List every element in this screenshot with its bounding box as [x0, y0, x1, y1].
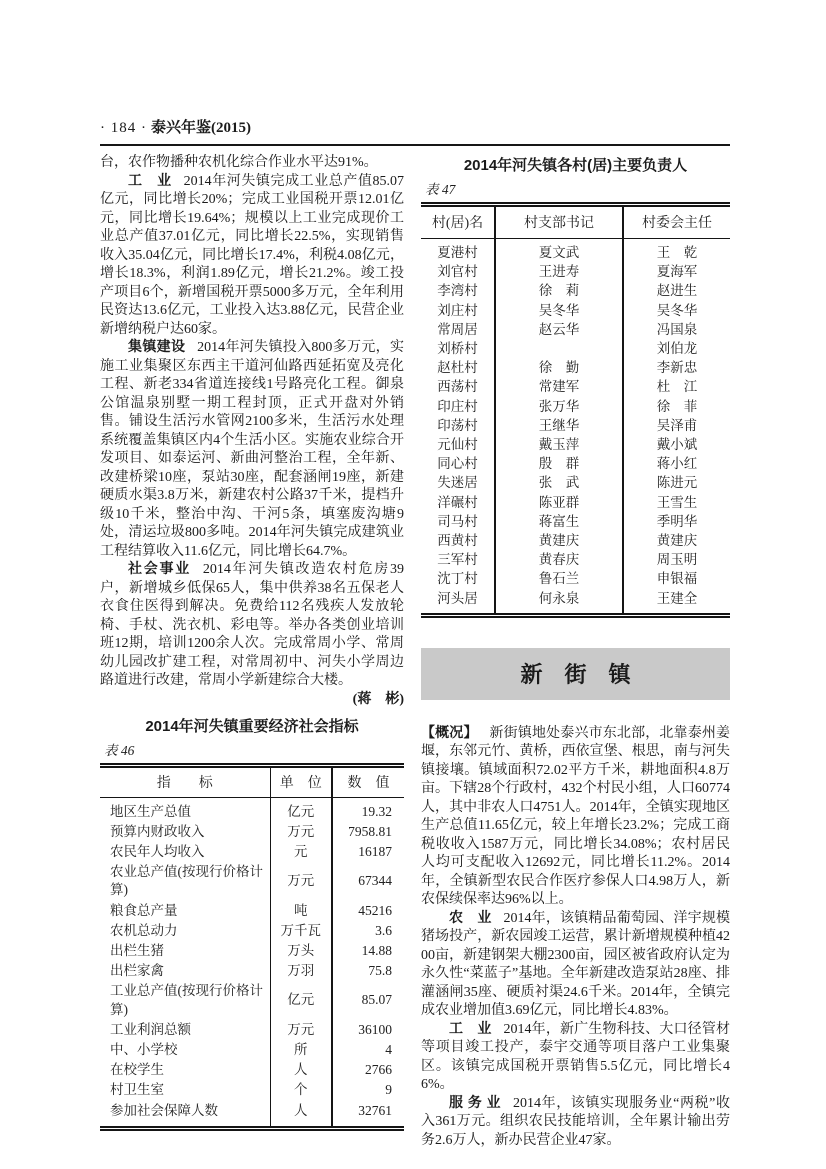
table-cell: 地区生产总值	[100, 797, 270, 822]
table-header-row	[421, 205, 730, 239]
table-cell: 西黄村	[421, 531, 495, 550]
column-header-unit: 单 位	[270, 765, 332, 797]
table-row	[100, 941, 404, 961]
author-credit: (蒋 彬)	[352, 691, 404, 707]
table-row	[100, 862, 404, 900]
header-rule	[100, 144, 730, 146]
table-row	[421, 589, 730, 616]
table-row	[100, 961, 404, 981]
table-cell: 黄建庆	[495, 531, 623, 550]
economic-indicators-section	[100, 715, 404, 1131]
column-header-party-secretary: 村支部书记	[495, 205, 623, 239]
paragraph-agriculture	[421, 910, 730, 1021]
paragraph-industry	[100, 173, 404, 340]
table-title: 2014年河失镇各村(居)主要负责人	[463, 157, 688, 174]
table-cell: 赵云华	[495, 320, 623, 339]
table-row	[421, 301, 730, 320]
table-cell: 吨	[270, 901, 332, 921]
table-cell: 张 武	[495, 473, 623, 492]
table-cell: 元仙村	[421, 435, 495, 454]
table-cell: 36100	[358, 1021, 392, 1037]
table-cell: 4	[385, 1041, 392, 1057]
table-row	[421, 339, 730, 358]
table-cell: 戴小斌	[656, 437, 698, 453]
table-cell: 黄建庆	[656, 533, 698, 549]
table-cell: 32761	[358, 1102, 392, 1118]
table-cell: 常周居	[421, 320, 495, 339]
table-row	[100, 1060, 404, 1080]
table-cell: 14.88	[361, 942, 392, 958]
table-cell: 徐 勤	[495, 358, 623, 377]
table-row	[421, 281, 730, 300]
table-cell: 王继华	[495, 416, 623, 435]
paragraph-text: 2014年河失镇投入800多万元，实施工业集聚区东西主干道河仙路西延拓宽及亮化工程、新老334省道连接线1号路亮化工程。御泉公馆温泉别墅一期工程封顶，正式开盘对外销售。铺设生活污水管网2100多米，生活污水处理系统覆盖集镇区内4个生活小区。实施农业综合开发项目、如泰运河、新曲河整治工程，全年新、改建桥梁10座，泵站30座，配套涵闸19座，新建硬质水渠3.8万米，新建农村公路37千米，提档升级10千米，整治中沟、干河5条，填塞废沟塘9处，清运垃圾800多吨。2014年河失镇完成建筑业工程结算收入11.6亿元，同比增长64.7%。	[100, 340, 405, 559]
table-row	[421, 262, 730, 281]
table-cell: 出栏生猪	[100, 941, 270, 961]
table-cell: 李新忠	[656, 360, 698, 376]
table-cell: 19.32	[361, 803, 392, 819]
paragraph-text: 2014年河失镇完成工业总产值85.07亿元，同比增长20%；完成工业国税开票12.01亿元，同比增长19.64%；规模以上工业完成现价工业总产值37.01亿元，同比增长22.5%，实现销售收入35.04亿元，同比增长17.4%，利税4.08亿元，增长18.3%，利润1.89亿元，增长21.2%。竣工投产项目6个，新增国税开票5000多万元，全年利用民资达13.6亿元，工业投入达3.88亿元，民营企业新增纳税户达60家。	[100, 173, 405, 337]
table-cell: 鲁石兰	[495, 569, 623, 588]
table-cell: 3.6	[375, 922, 392, 938]
table-cell: 农机总动力	[100, 921, 270, 941]
table-cell: 殷 群	[495, 454, 623, 473]
table-row	[100, 797, 404, 822]
table-cell: 王 乾	[656, 245, 698, 260]
table-cell: 万元	[270, 862, 332, 900]
paragraph-text: 2014年，新广生物科技、大口径管材等项目竣工投产，泰宇交通等项目落户工业集聚区。该镇完成国税开票销售5.5亿元，同比增长46%。	[421, 1021, 731, 1093]
table-cell: 吴泽甫	[656, 417, 698, 433]
table-cell: 万元	[270, 822, 332, 842]
paragraph-lead: 农 业	[449, 910, 492, 926]
table-cell: 陈亚群	[495, 493, 623, 512]
table-row	[100, 822, 404, 842]
table-cell: 67344	[358, 873, 392, 889]
table-cell: 农业总产值(按现行价格计算)	[100, 862, 270, 900]
left-column	[100, 154, 404, 1150]
table-row	[421, 416, 730, 435]
table-cell: 村卫生室	[100, 1080, 270, 1100]
page-number: · 184 ·	[100, 120, 147, 136]
table-row	[421, 397, 730, 416]
column-header-village: 村(居)名	[421, 205, 495, 239]
table-cell: 王进寿	[495, 262, 623, 281]
table-cell: 司马村	[421, 512, 495, 531]
table-cell: 蒋小红	[656, 456, 698, 472]
table-cell: 徐 莉	[495, 281, 623, 300]
paragraph-text: 新街镇地处泰兴市东北部，北靠泰州姜堰，东邻元竹、黄桥，西依宣堡、根思，南与河失镇接壤。镇域面积72.02平方千米，耕地面积4.8万亩。下辖28个行政村，432个村民小组，人口60774人，其中非农人口4751人。2014年，全镇实现地区生产总值11.65亿元，较上年增长23.2%；完成工商税收收入1587万元，同比增长34.08%；农村居民人均可支配收入12692元，同比增长11.2%。2014年，全镇新型农民合作医疗参保人口4.98万人，新农保续保率达96%以上。	[421, 725, 731, 908]
table-cell: 刘伯龙	[656, 341, 698, 357]
table-cell: 失迷居	[421, 473, 495, 492]
table-cell: 中、小学校	[100, 1040, 270, 1060]
paragraph-service-industry	[421, 1095, 730, 1151]
column-header-committee-director: 村委会主任	[623, 205, 730, 239]
paragraph-text: 2014年，该镇精品葡萄园、洋宇规模猪场投产，新农园竣工运营，累计新增规模种植4200亩，新建钢架大棚2300亩，园区被省政府认定为永久性“菜蓝子”基地。全年新建改造泵站28座、排灌涵闸35座、硬质衬渠24.6千米。2014年，全镇完成农业增加值3.69亿元，同比增长4.83%。	[421, 910, 731, 1019]
table-cell: 出栏家禽	[100, 961, 270, 981]
table-cell: 刘桥村	[421, 339, 495, 358]
table-cell: 工业利润总额	[100, 1020, 270, 1040]
table-cell: 三军村	[421, 550, 495, 569]
table-row	[421, 512, 730, 531]
table-cell: 河头居	[421, 589, 495, 616]
paragraph-text: 2014年河失镇改造农村危房39户，新增城乡低保65人，集中供养38名五保老人衣食住医得到解决。免费给112名残疾人发放轮椅、手杖、洗衣机、彩电等。举办各类创业培训班12期，培训1200余人次。完成常周小学、常周幼儿园改扩建工程，对常周初中、河失小学周边路道进行改建，常周小学新建综合大楼。	[100, 562, 405, 688]
table-row	[421, 239, 730, 263]
paragraph-lead: 工 业	[449, 1021, 492, 1037]
table-caption: 表 46	[104, 742, 135, 758]
table-row	[100, 901, 404, 921]
table-cell: 印庄村	[421, 397, 495, 416]
table-cell: 预算内财政收入	[100, 822, 270, 842]
table-cell: 冯国泉	[656, 321, 698, 337]
table-cell: 工业总产值(按现行价格计算)	[100, 981, 270, 1019]
table-cell: 徐 菲	[656, 398, 698, 414]
table-row	[100, 981, 404, 1019]
table-cell: 申银福	[656, 571, 698, 587]
paragraph-social-programs	[100, 561, 405, 707]
table-cell: 夏海军	[656, 264, 698, 280]
table-cell: 洋碾村	[421, 493, 495, 512]
table-cell: 亿元	[270, 981, 332, 1019]
paragraph-lead: 【概况】	[421, 725, 478, 741]
table-row	[100, 1080, 404, 1100]
table-header-row	[100, 765, 404, 797]
table-cell: 16187	[358, 843, 392, 859]
table-cell: 农民年人均收入	[100, 842, 270, 862]
table-cell: 85.07	[361, 992, 392, 1008]
table-cell: 王雪生	[656, 494, 698, 510]
table-cell: 夏文武	[495, 239, 623, 263]
paragraph-lead: 工 业	[128, 173, 172, 189]
column-header-value: 数 值	[332, 765, 404, 797]
table-row	[421, 569, 730, 588]
table-cell: 45216	[358, 902, 392, 918]
paragraph-industry	[421, 1021, 730, 1095]
page-header	[100, 116, 730, 137]
right-column	[421, 154, 730, 1150]
table-row	[421, 473, 730, 492]
economic-indicators-table	[100, 763, 404, 1131]
table-cell: 夏港村	[421, 239, 495, 263]
table-cell: 张万华	[495, 397, 623, 416]
table-row	[421, 550, 730, 569]
table-cell	[495, 339, 623, 358]
table-cell: 何永泉	[495, 589, 623, 616]
table-cell: 戴玉萍	[495, 435, 623, 454]
table-cell: 7958.81	[348, 823, 392, 839]
table-cell: 万千瓦	[270, 921, 332, 941]
table-cell: 人	[270, 1101, 332, 1129]
table-cell: 沈丁村	[421, 569, 495, 588]
table-cell: 在校学生	[100, 1060, 270, 1080]
table-cell: 赵杜村	[421, 358, 495, 377]
table-cell: 陈进元	[656, 475, 698, 491]
table-title: 2014年河失镇重要经济社会指标	[145, 717, 359, 735]
table-cell: 王建全	[656, 590, 698, 606]
table-cell: 2766	[365, 1062, 392, 1078]
table-row	[421, 377, 730, 396]
table-row	[100, 1101, 404, 1129]
table-cell: 西荡村	[421, 377, 495, 396]
table-cell: 杜 江	[656, 379, 698, 395]
table-row	[100, 1020, 404, 1040]
table-cell: 周玉明	[656, 552, 698, 568]
table-cell: 75.8	[368, 963, 392, 979]
paragraph-lead: 集镇建设	[128, 340, 186, 355]
table-cell: 万头	[270, 941, 332, 961]
paragraph-tail: 台，农作物播种农机化综合作业水平达91%。	[100, 155, 378, 170]
book-title: 泰兴年鉴(2015)	[151, 120, 251, 136]
table-cell: 所	[270, 1040, 332, 1060]
page-content	[100, 116, 730, 1150]
village-leaders-table	[421, 202, 730, 618]
paragraph-text: 2014年，该镇实现服务业“两税”收入361万元。组织农民技能培训，全年累计输出劳务2.6万人，新办民营企业47家。	[421, 1095, 730, 1148]
table-row	[421, 435, 730, 454]
table-cell: 万元	[270, 1020, 332, 1040]
paragraph-lead: 服 务 业	[449, 1095, 502, 1111]
table-cell: 黄春庆	[495, 550, 623, 569]
table-cell: 粮食总产量	[100, 901, 270, 921]
table-cell: 吴冬华	[656, 302, 698, 318]
table-cell: 蒋富生	[495, 512, 623, 531]
table-cell: 赵进生	[656, 283, 698, 299]
table-cell: 人	[270, 1060, 332, 1080]
table-cell: 李湾村	[421, 281, 495, 300]
table-row	[100, 1040, 404, 1060]
two-column-layout	[100, 154, 730, 1150]
table-cell: 9	[385, 1082, 392, 1098]
paragraph-lead: 社会事业	[128, 562, 191, 577]
table-row	[421, 320, 730, 339]
table-row	[421, 454, 730, 473]
table-cell: 刘庄村	[421, 301, 495, 320]
table-row	[421, 531, 730, 550]
paragraph-overview	[421, 725, 730, 910]
table-row	[421, 358, 730, 377]
table-row	[100, 842, 404, 862]
table-cell: 个	[270, 1080, 332, 1100]
paragraph-town-construction	[100, 339, 404, 561]
table-cell: 吴冬华	[495, 301, 623, 320]
section-banner-xinjie-town: 新 街 镇	[421, 648, 730, 700]
table-caption: 表 47	[425, 182, 456, 197]
table-cell: 元	[270, 842, 332, 862]
table-cell: 亿元	[270, 797, 332, 822]
village-leaders-section	[421, 154, 730, 618]
table-cell: 常建军	[495, 377, 623, 396]
table-cell: 季明华	[656, 513, 698, 529]
table-cell: 万羽	[270, 961, 332, 981]
table-row	[421, 493, 730, 512]
table-cell: 刘官村	[421, 262, 495, 281]
table-row	[100, 921, 404, 941]
table-cell: 参加社会保障人数	[100, 1101, 270, 1129]
table-cell: 同心村	[421, 454, 495, 473]
column-header-indicator: 指 标	[100, 765, 270, 797]
table-cell: 印荡村	[421, 416, 495, 435]
